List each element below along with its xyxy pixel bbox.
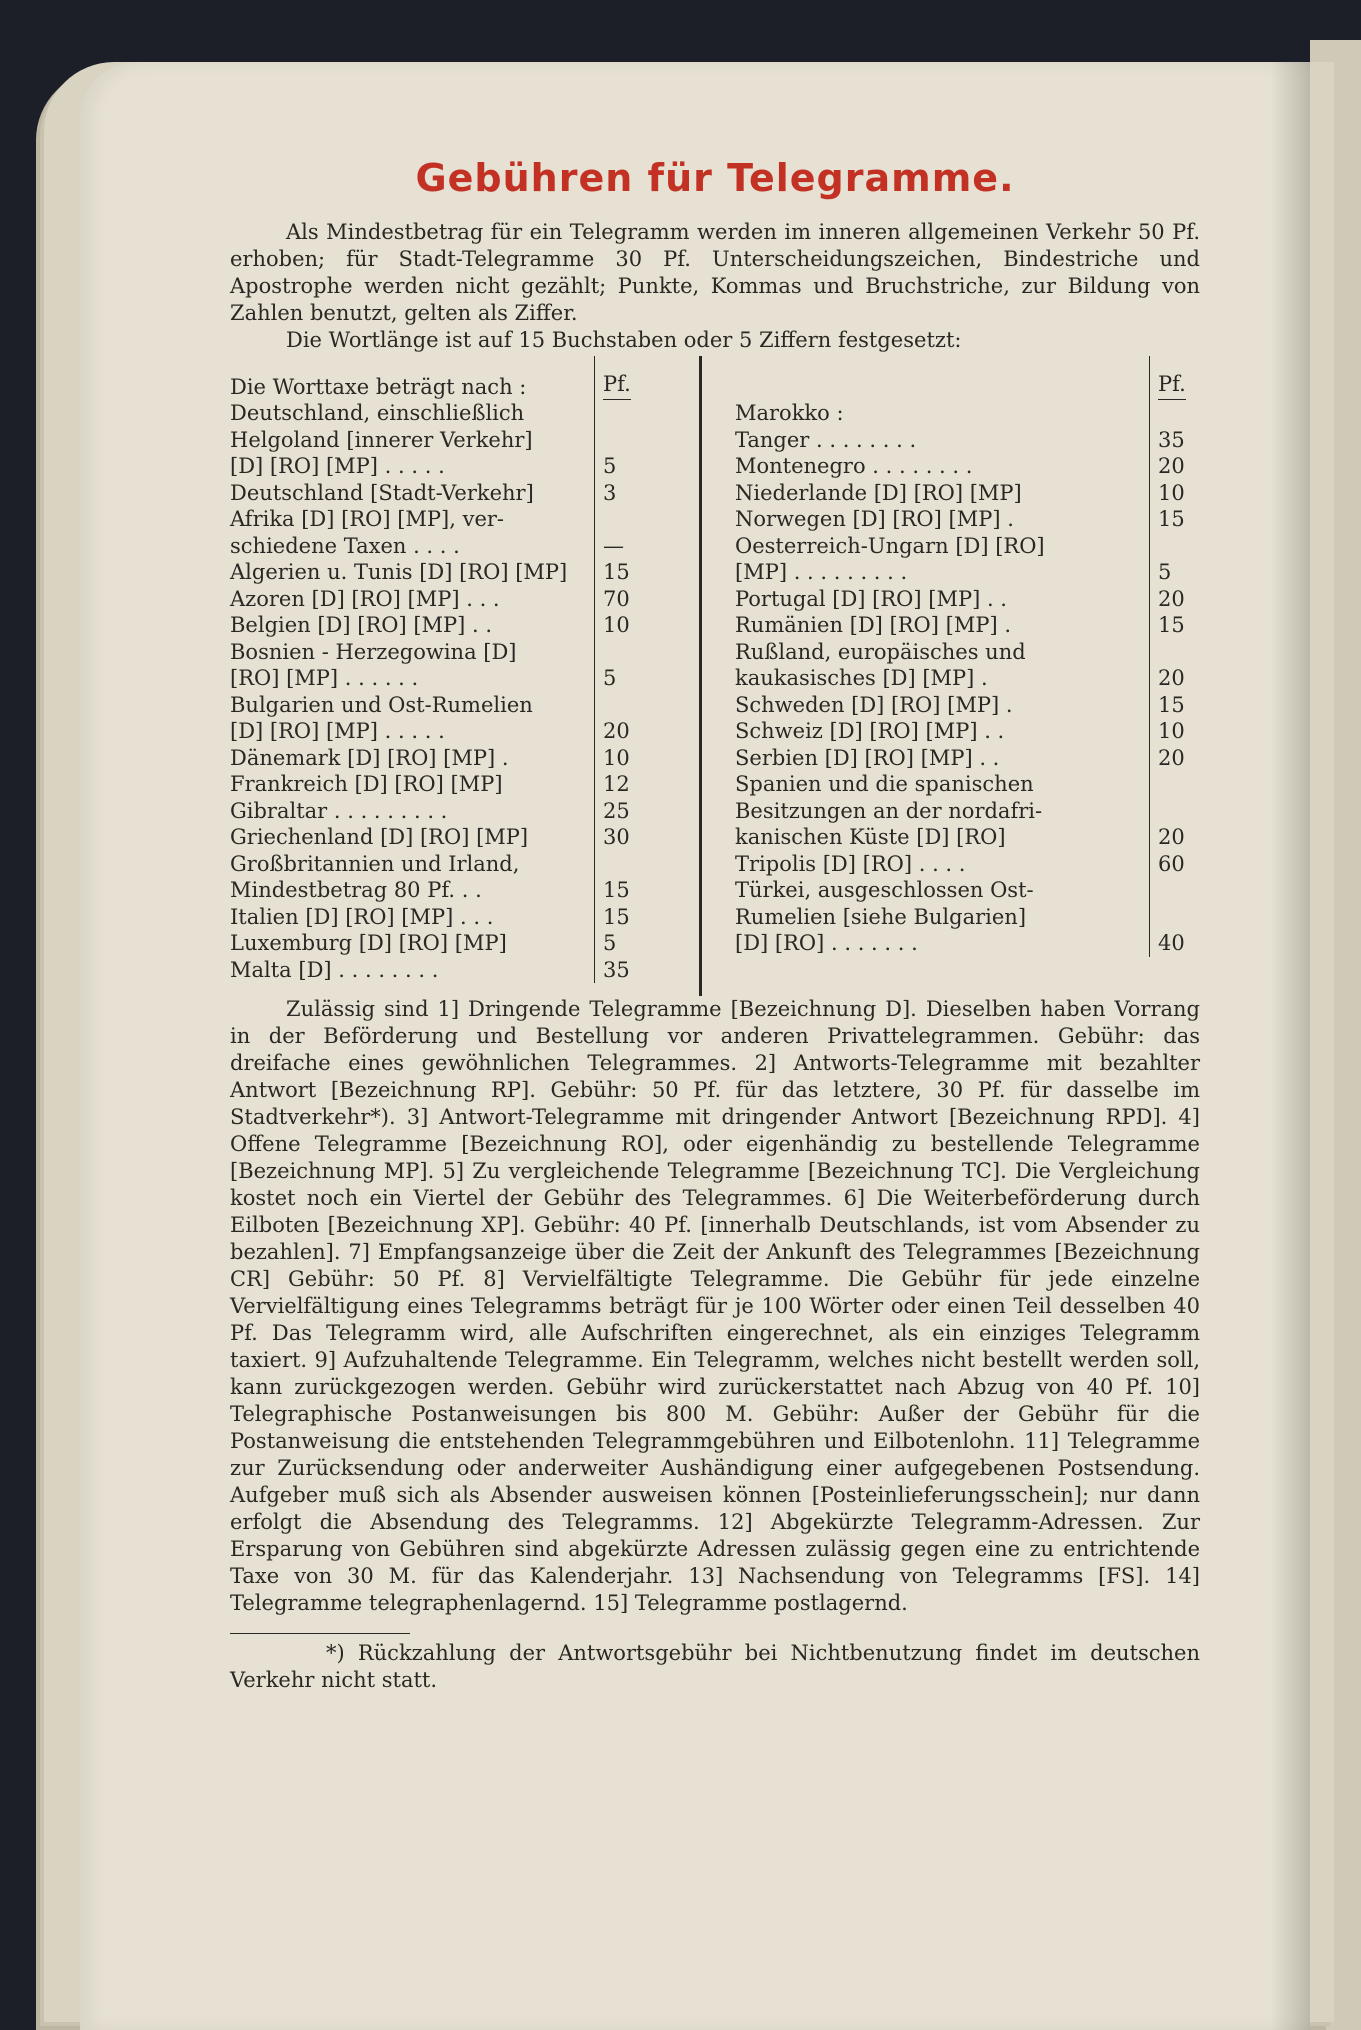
right-table-rate-cell: 20 (1150, 665, 1201, 692)
left-table-country-line: Italien [D] [RO] [MP] . . . (230, 904, 494, 929)
right-table-row (735, 771, 1200, 798)
left-table-rate-cell: — (595, 533, 646, 560)
left-table-row (230, 506, 645, 533)
right-table-country-line: [D] [RO] . . . . . . . (735, 931, 918, 955)
left-table-country-line: Dänemark [D] [RO] [MP] . (230, 745, 509, 770)
left-table-rate-cell: 70 (595, 586, 646, 613)
page-content (230, 155, 1200, 1694)
right-table-row (735, 745, 1200, 772)
left-table-rate-cell: 15 (595, 559, 646, 586)
left-table-row (230, 400, 645, 427)
left-table-country-line: Azoren [D] [RO] [MP] . . . (230, 586, 500, 611)
left-table-rate-cell (595, 400, 646, 427)
right-table-row (735, 824, 1200, 851)
left-table-row (230, 904, 645, 931)
right-unit-cell (1150, 356, 1201, 400)
word-length-paragraph: Die Wortlänge ist auf 15 Buchstaben oder 5 Ziffern festgesetzt: (286, 328, 962, 352)
right-table-country-line: Niederlande [D] [RO] [MP] (735, 480, 1022, 505)
left-table-row (230, 771, 645, 798)
right-table-rate-cell (1150, 798, 1201, 825)
left-table-rate-cell: 10 (595, 745, 646, 772)
left-table-row (230, 480, 645, 507)
left-table-row (230, 559, 645, 586)
right-table-country-line: Spanien und die spanischen (735, 772, 1034, 796)
left-table-row (230, 718, 645, 745)
left-table-row (230, 639, 645, 666)
right-table-rate-cell (1150, 400, 1201, 427)
right-table-row (735, 453, 1200, 480)
permitted-telegrams-text: Zulässig sind 1] Dringende Telegramme [Bezeichnung D]. Dieselben haben Vorrang in der Beförderung und Bestellung vor anderen Privattelegrammen. Gebühr: das dreifache eines gewöhnlichen Telegrammes. 2] Antworts-Telegramme mit bezahlter Antwort [Bezeichnung RP]. Gebühr: 50 Pf. für das letztere, 30 Pf. für dasselbe im Stadtverkehr*). 3] Antwort-Telegramme mit dringender Antwort [Bezeichnung RPD]. 4] Offene Telegramme [Bezeichnung RO], oder eigenhändig zu bestellende Telegramme [Bezeichnung MP]. 5] Zu vergleichende Telegramme [Bezeichnung TC]. Die Vergleichung kostet noch ein Viertel der Gebühr des Telegrammes. 6] Die Weiterbeförderung durch Eilboten [Bezeichnung XP]. Gebühr: 40 Pf. [innerhalb Deutschlands, ist vom Absender zu bezahlen]. 7] Empfangsanzeige über die Zeit der Ankunft des Telegrammes [Bezeichnung CR] Gebühr: 50 Pf. 8] Vervielfältigte Telegramme. Die Gebühr für jede einzelne Vervielfältigung eines Telegramms beträgt für je 100 Wörter oder einen Teil desselben 40 Pf. Das Telegramm wird, alle Aufschriften eingerechnet, als ein einziges Telegramm taxiert. 9] Aufzuhaltende Telegramme. Ein Telegramm, welches nicht bestellt werden soll, kann zurückgezogen werden. Gebühr wird zurückerstattet nach Abzug von 40 Pf. 10] Telegraphische Postanweisungen bis 800 M. Gebühr: Außer der Gebühr für die Postanweisung die entstehenden Telegrammgebühren und Eilbotenlohn. 11] Telegramme zur Zurücksendung oder anderweiter Aushändigung einer aufgegebenen Postsendung. Aufgeber muß sich als Absender ausweisen können [Posteinlieferungsschein]; nur dann erfolgt die Absendung des Telegramms. 12] Abgekürzte Telegramm-Adressen. Zur Ersparung von Gebühren sind abgekürzte Adressen zulässig gegen eine zu entrichtende Taxe von 30 M. für das Kalenderjahr. 13] Nachsendung von Telegramms [FS]. 14] Telegramme telegraphenlagernd. 15] Telegramme postlagernd. (230, 997, 1200, 1615)
right-table-country-line: Rußland, europäisches und (735, 639, 1026, 664)
left-table-country-line: Bulgarien und Ost-Rumelien (230, 692, 533, 717)
left-rate-column (230, 356, 645, 996)
page-gutter-shadow (1270, 62, 1310, 2030)
right-table-country-line: Schweiz [D] [RO] [MP] . . (735, 719, 1005, 743)
right-table-country-line: [MP] . . . . . . . . . (735, 560, 908, 584)
left-table-country-line: [D] [RO] [MP] . . . . . (230, 719, 445, 743)
left-table-rate-cell (595, 692, 646, 719)
right-table-rate-cell: 20 (1150, 453, 1201, 480)
left-table-rate-cell: 30 (595, 824, 646, 851)
left-table-rate-cell (595, 639, 646, 666)
right-table-country-line: Rumelien [siehe Bulgarien] (735, 904, 1027, 929)
left-table-row (230, 692, 645, 719)
right-table-rate-cell: 20 (1150, 824, 1201, 851)
right-table-rate-cell: 20 (1150, 586, 1201, 613)
left-table-country-line: Belgien [D] [RO] [MP] . . (230, 613, 493, 637)
left-table-country-line: Mindestbetrag 80 Pf. . . (230, 878, 482, 902)
left-table-country-line: [RO] [MP] . . . . . . (230, 666, 419, 690)
right-table-rate-cell (1150, 639, 1201, 666)
right-table-row (735, 400, 1200, 427)
right-table-row (735, 612, 1200, 639)
left-table-row (230, 427, 645, 454)
right-rate-column (735, 356, 1200, 957)
left-table-rate-cell: 5 (595, 930, 646, 957)
left-table-country-line: Helgoland [innerer Verkehr] (230, 427, 533, 452)
right-table-row (735, 877, 1200, 904)
right-table-rate-cell: 10 (1150, 480, 1201, 507)
right-table-country-line: Türkei, ausgeschlossen Ost- (735, 878, 1034, 902)
left-table-rate-cell: 12 (595, 771, 646, 798)
left-table-rate-cell: 25 (595, 798, 646, 825)
right-table-country-line: Besitzungen an der nordafri- (735, 798, 1043, 823)
right-table-row (735, 798, 1200, 825)
right-table-country-line: Tripolis [D] [RO] . . . . (735, 851, 966, 876)
right-table-rate-cell (1150, 771, 1201, 798)
left-table-country-line: Deutschland, einschließlich (230, 401, 525, 425)
left-table-country-line: Luxemburg [D] [RO] [MP] (230, 931, 507, 955)
right-table-rate-cell: 35 (1150, 427, 1201, 454)
right-table-rate-cell: 20 (1150, 745, 1201, 772)
left-table-row (230, 957, 645, 984)
left-table-country-line: Deutschland [Stadt-Verkehr] (230, 480, 534, 505)
left-table-row (230, 453, 645, 480)
right-table-country-line: Schweden [D] [RO] [MP] . (735, 692, 1013, 717)
column-divider (699, 356, 702, 996)
right-table-rate-cell: 5 (1150, 559, 1201, 586)
left-table-country-line: [D] [RO] [MP] . . . . . (230, 454, 445, 478)
right-unit-label: Pf. (1158, 371, 1186, 401)
left-table-rate-cell (595, 851, 646, 878)
right-table-country-line: Norwegen [D] [RO] [MP] . (735, 507, 1014, 531)
right-table-rate-cell: 10 (1150, 718, 1201, 745)
right-table-rate-cell: 15 (1150, 692, 1201, 719)
left-table-country-line: Malta [D] . . . . . . . . (230, 957, 439, 982)
right-table-row (735, 718, 1200, 745)
right-table-country-line: kaukasisches [D] [MP] . (735, 666, 988, 690)
left-table-row (230, 851, 645, 878)
right-table-country-line: Oesterreich-Ungarn [D] [RO] (735, 533, 1045, 558)
left-table-row (230, 665, 645, 692)
left-table-country-line: Afrika [D] [RO] [MP], ver- (230, 507, 505, 531)
right-table-country-line: Serbien [D] [RO] [MP] . . (735, 745, 1000, 770)
right-table-header (735, 356, 1200, 400)
right-table-rate-cell: 40 (1150, 930, 1201, 957)
right-table-row (735, 639, 1200, 666)
right-table-rate-cell: 60 (1150, 851, 1201, 878)
left-unit-cell (595, 356, 646, 400)
left-table-country-line: Bosnien - Herzegowina [D] (230, 639, 517, 664)
right-table-row (735, 506, 1200, 533)
left-table-country-line: Frankreich [D] [RO] [MP] (230, 772, 503, 796)
page-title: Gebühren für Telegramme. (415, 156, 1015, 200)
right-table-row (735, 586, 1200, 613)
left-table-rate-cell (595, 427, 646, 454)
right-table-row (735, 533, 1200, 560)
left-table-row (230, 824, 645, 851)
left-table-row (230, 612, 645, 639)
right-table-row (735, 480, 1200, 507)
right-table-rate-cell (1150, 533, 1201, 560)
left-table-rate-cell: 10 (595, 612, 646, 639)
rate-tables (230, 356, 1200, 996)
right-table-rate-cell (1150, 877, 1201, 904)
right-table-row (735, 851, 1200, 878)
right-rate-table (735, 356, 1200, 957)
intro-paragraph: Als Mindestbetrag für ein Telegramm werden im inneren allgemeinen Verkehr 50 Pf. erhoben; für Stadt-Telegramme 30 Pf. Unterscheidungszeichen, Bindestriche und Apostrophe werden nicht gezählt; Punkte, Kommas und Bruchstriche, zur Bildung von Zahlen benutzt, gelten als Ziffer. (230, 220, 1200, 325)
right-table-rate-cell: 15 (1150, 506, 1201, 533)
right-table-country-line: Tanger . . . . . . . . (735, 427, 917, 452)
left-table-rate-cell: 15 (595, 904, 646, 931)
left-table-country-line: Großbritannien und Irland, (230, 851, 520, 876)
left-table-rate-cell: 5 (595, 453, 646, 480)
left-table-row (230, 586, 645, 613)
left-table-row (230, 877, 645, 904)
right-table-country-line: kanischen Küste [D] [RO] (735, 825, 1006, 849)
left-table-rate-cell: 35 (595, 957, 646, 984)
right-table-row (735, 692, 1200, 719)
left-table-row (230, 745, 645, 772)
right-table-rate-cell (1150, 904, 1201, 931)
right-table-row (735, 904, 1200, 931)
left-table-country-line: schiedene Taxen . . . . (230, 533, 460, 558)
right-table-row (735, 930, 1200, 957)
left-table-rate-cell: 20 (595, 718, 646, 745)
right-table-country-line: Marokko : (735, 401, 844, 425)
right-table-country-line: Rumänien [D] [RO] [MP] . (735, 613, 1011, 637)
right-table-row (735, 427, 1200, 454)
right-header-spacer (735, 356, 1150, 400)
left-header-label: Die Worttaxe beträgt nach : (230, 374, 527, 399)
left-unit-label: Pf. (603, 371, 631, 401)
left-table-row (230, 930, 645, 957)
footnote: *) Rückzahlung der Antwortsgebühr bei Nichtbenutzung findet im deutschen Verkehr nicht statt. (230, 1641, 1200, 1692)
left-table-country-line: Algerien u. Tunis [D] [RO] [MP] (230, 560, 568, 584)
right-table-rate-cell: 15 (1150, 612, 1201, 639)
footnote-rule (230, 1633, 410, 1634)
right-table-country-line: Portugal [D] [RO] [MP] . . (735, 586, 1007, 611)
right-table-row (735, 559, 1200, 586)
left-rate-table (230, 356, 645, 983)
left-table-country-line: Gibraltar . . . . . . . . . (230, 798, 448, 823)
right-table-country-line: Montenegro . . . . . . . . (735, 454, 973, 478)
left-table-rate-cell: 5 (595, 665, 646, 692)
left-table-header (230, 356, 645, 400)
left-table-rate-cell: 15 (595, 877, 646, 904)
right-table-row (735, 665, 1200, 692)
left-table-rate-cell: 3 (595, 480, 646, 507)
left-table-country-line: Griechenland [D] [RO] [MP] (230, 825, 529, 849)
left-table-rate-cell (595, 506, 646, 533)
left-table-row (230, 533, 645, 560)
left-table-row (230, 798, 645, 825)
